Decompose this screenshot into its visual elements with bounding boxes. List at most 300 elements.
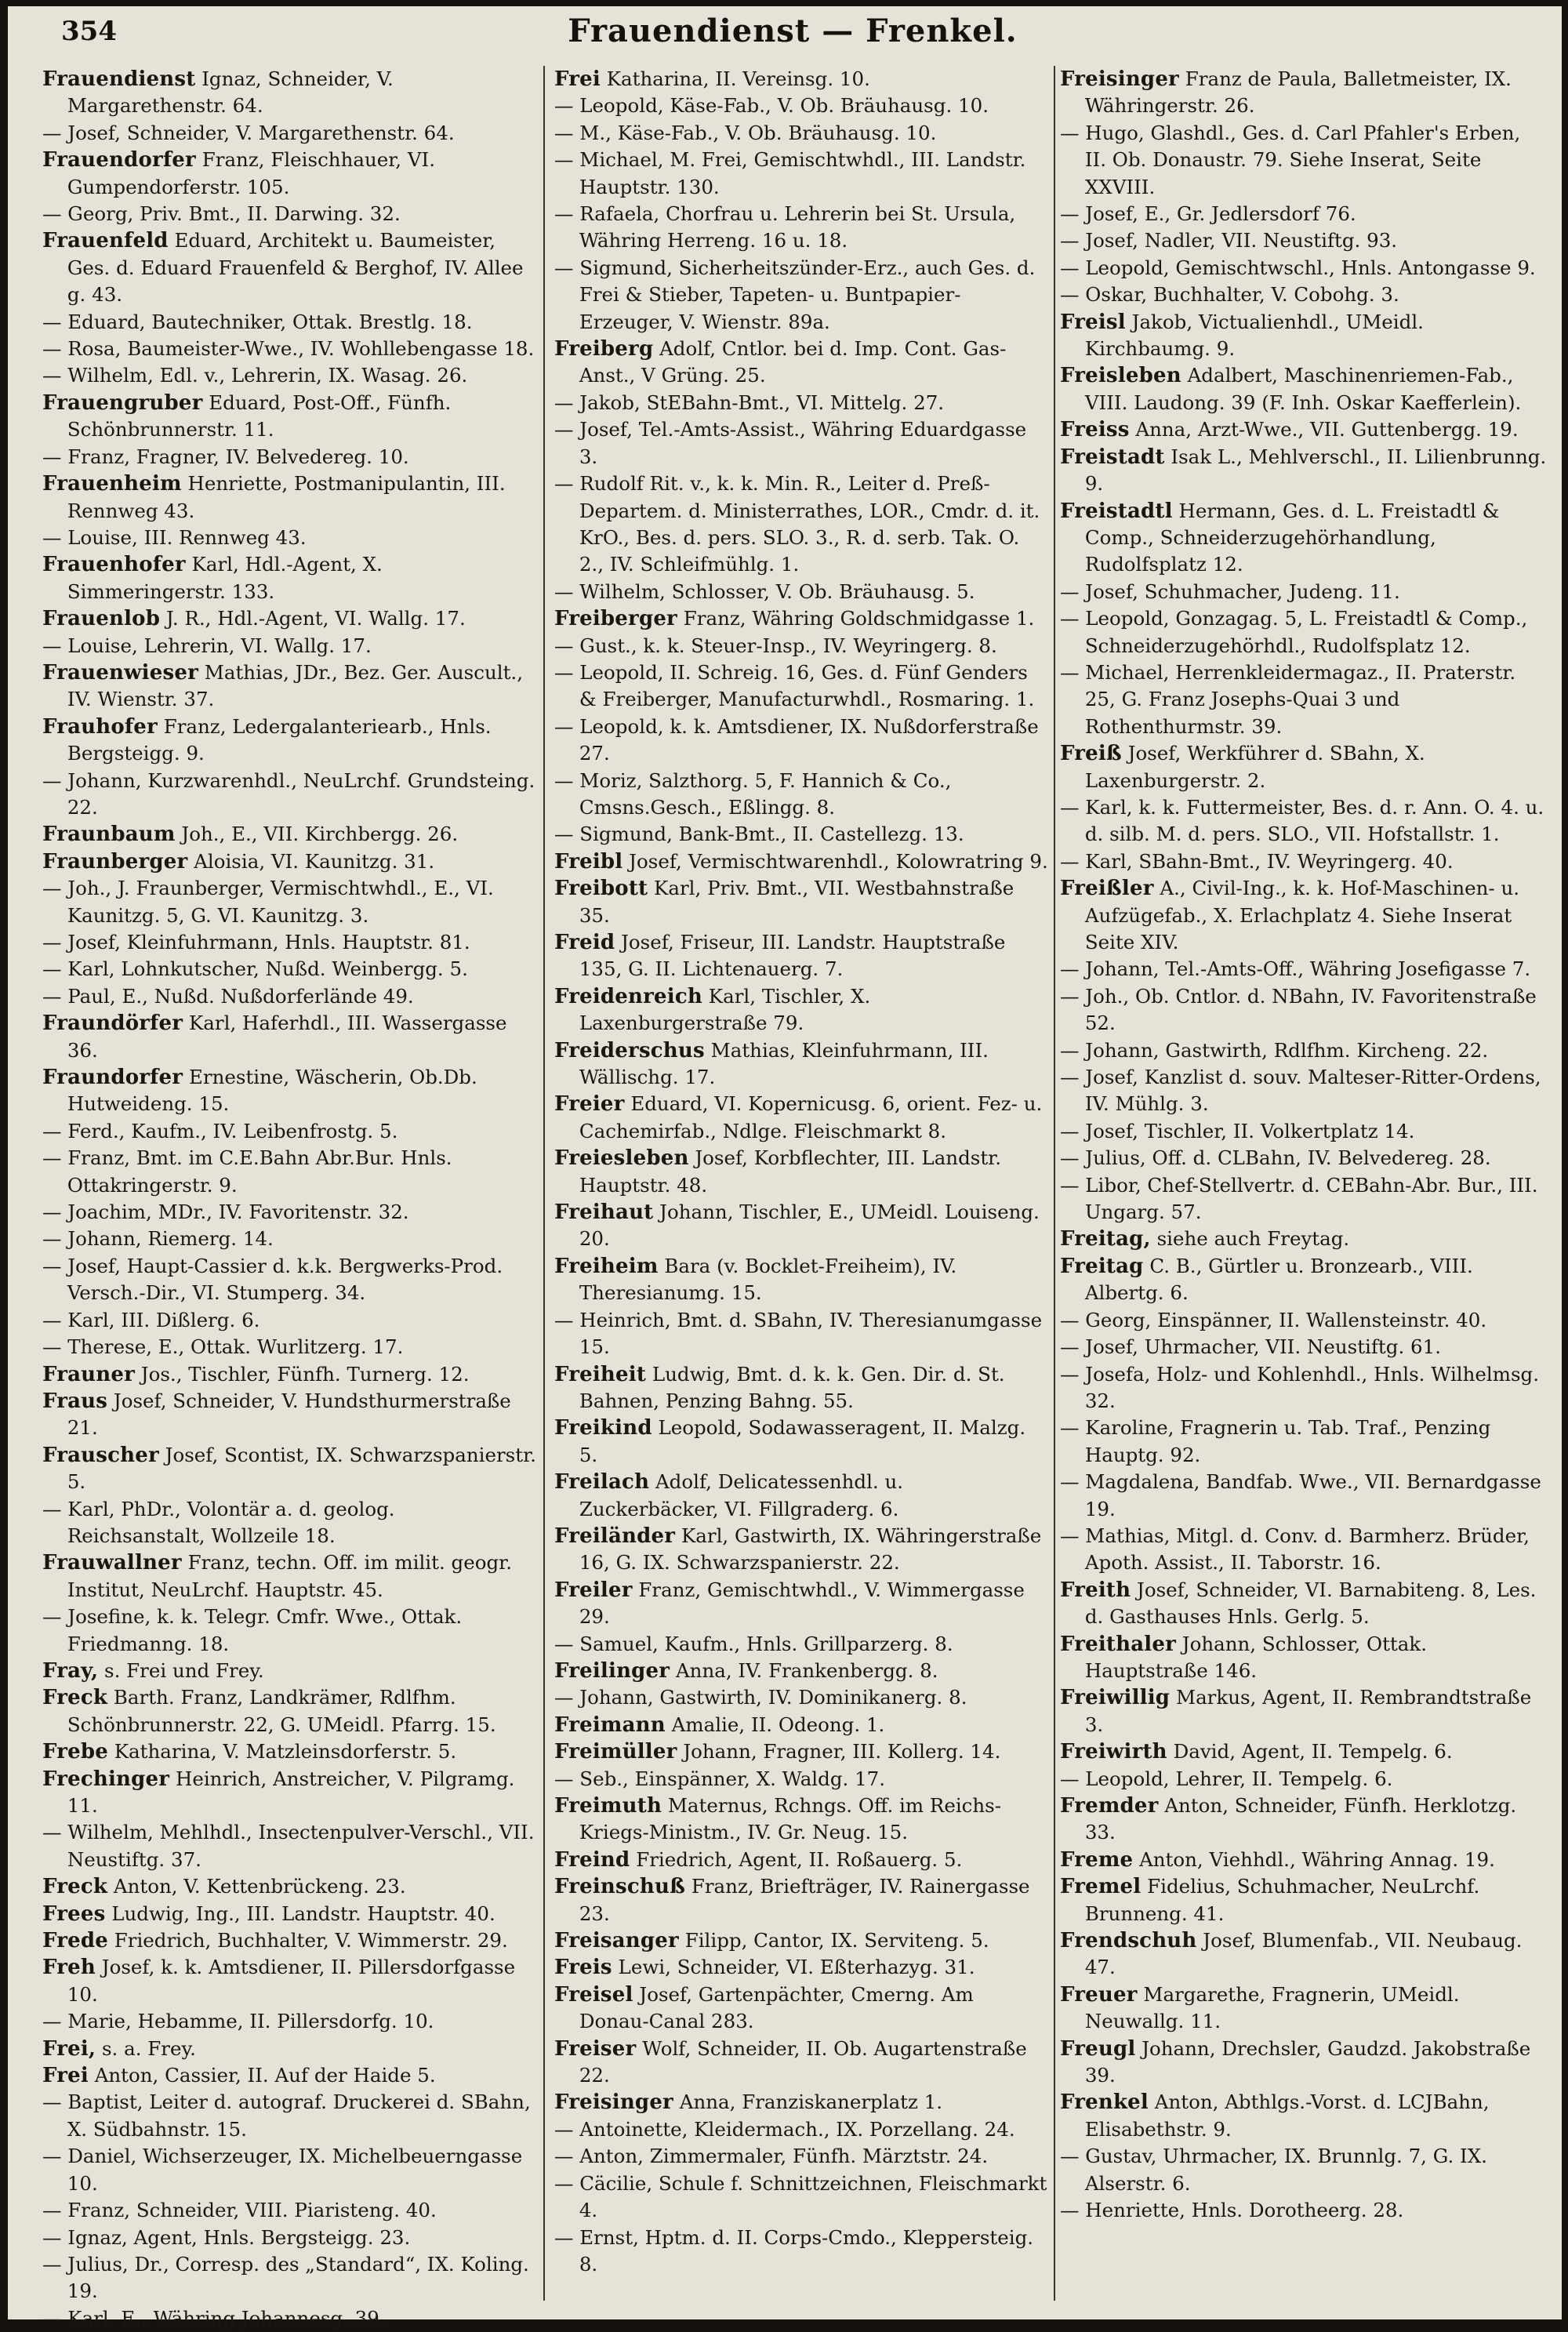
entry-text: — Cäcilie, Schule f. Schnittzeichnen, Fleischmarkt 4. (554, 2171, 1047, 2222)
directory-entry (554, 1037, 1048, 1092)
column-1 (42, 66, 536, 2330)
directory-entry (42, 227, 536, 308)
entry-text: Anna, Arzt-Wwe., VII. Guttenbergg. 19. (1129, 418, 1519, 441)
entry-text: Karl, Hdl.-Agent, X. Simmeringerstr. 133. (67, 553, 383, 603)
directory-entry (42, 633, 536, 659)
entry-surname: Freiss (1060, 418, 1130, 442)
entry-text: — Joachim, MDr., IV. Favoritenstr. 32. (42, 1201, 409, 1224)
directory-entry (1060, 416, 1548, 443)
entry-surname: Freind (554, 1847, 630, 1872)
directory-entry (554, 2089, 1048, 2116)
directory-entry (1060, 1064, 1548, 1118)
page-number: 354 (61, 16, 117, 47)
entry-surname: Freid (554, 931, 615, 954)
entry-surname: Frauenfeld (42, 229, 169, 253)
entry-text: — Leopold, Gonzagag. 5, L. Freistadtl & Comp., Schneiderzugehörhdl., Rudolfsplatz 12. (1060, 607, 1528, 657)
directory-entry (1060, 120, 1548, 201)
directory-entry (1060, 1145, 1548, 1171)
directory-entry (42, 2251, 536, 2305)
entry-surname: Frauenhofer (42, 553, 186, 577)
directory-entry (1060, 740, 1548, 794)
entry-surname: Freme (1060, 1847, 1134, 1872)
entry-surname: Freibott (554, 877, 648, 901)
entry-surname: Freisleben (1060, 364, 1181, 388)
entry-text: — Rafaela, Chorfrau u. Lehrerin bei St. Ursula, Währing Herreng. 16 u. 18. (554, 202, 1016, 252)
directory-entry (1060, 1361, 1548, 1415)
entry-surname: Freisl (1060, 310, 1126, 334)
entry-text: Hermann, Ges. d. L. Freistadtl & Comp., Schneiderzugehörhandlung, Rudolfsplatz 12. (1084, 499, 1500, 576)
entry-text: — Hugo, Glashdl., Ges. d. Carl Pfahler's Erben, II. Ob. Donaustr. 79. Siehe Inserat, Seite XXVIII. (1060, 121, 1521, 198)
entry-surname: Frechinger (42, 1767, 170, 1791)
entry-text: — Henriette, Hnls. Dorotheerg. 28. (1060, 2199, 1404, 2222)
directory-entry (42, 470, 536, 525)
entry-text: Amalie, II. Odeong. 1. (665, 1713, 885, 1736)
entry-surname: Freiß (1060, 742, 1122, 766)
entry-text: Franz, Währing Goldschmidgasse 1. (677, 607, 1035, 630)
directory-entry (42, 1873, 536, 1900)
directory-entry (42, 605, 536, 632)
directory-entry (1060, 2197, 1548, 2224)
directory-entry (1060, 1766, 1548, 1793)
directory-entry (1060, 1118, 1548, 1145)
directory-entry (42, 120, 536, 147)
entry-text: — Karl, III. Dißlerg. 6. (42, 1308, 260, 1331)
directory-entry (42, 1604, 536, 1658)
entry-surname: Fraundorfer (42, 1066, 183, 1090)
directory-entry (42, 2197, 536, 2224)
entry-surname: Frauscher (42, 1443, 159, 1467)
entry-surname: Freh (42, 1956, 96, 1980)
directory-entry (42, 2143, 536, 2197)
entry-surname: Freimann (554, 1713, 666, 1737)
entry-surname: Frebe (42, 1740, 108, 1764)
entry-surname: Freinschuß (554, 1875, 686, 1899)
directory-entry (1060, 875, 1548, 956)
directory-entry (554, 633, 1048, 659)
directory-entry (42, 2062, 536, 2089)
entry-text: — Ernst, Hptm. d. II. Corps-Cmdo., Kleppersteig. 8. (554, 2225, 1034, 2276)
entry-surname: Frauenheim (42, 472, 182, 496)
entry-text: — Paul, E., Nußd. Nußdorferlände 49. (42, 984, 414, 1008)
directory-entry (42, 768, 536, 822)
directory-entry (1060, 1847, 1548, 1873)
entry-surname: Freiheim (554, 1254, 659, 1278)
entry-text: — Leopold, Käse-Fab., V. Ob. Bräuhausg. 10. (554, 94, 989, 118)
entry-text: — Josef, E., Gr. Jedlersdorf 76. (1060, 202, 1356, 226)
directory-entry (554, 1199, 1048, 1253)
entry-surname: Frei (554, 67, 601, 91)
entry-surname: Freisinger (1060, 67, 1179, 91)
entry-text: Josef, k. k. Amtsdiener, II. Pillersdorfgasse 10. (67, 1956, 516, 2006)
directory-entry (42, 1334, 536, 1360)
entry-text: Fidelius, Schuhmacher, NeuLrchf. Brunneng. 41. (1084, 1875, 1480, 1925)
entry-text: — Therese, E., Ottak. Wurlitzerg. 17. (42, 1335, 404, 1359)
entry-text: Franz de Paula, Balletmeister, IX. Währingerstr. 26. (1084, 67, 1512, 118)
entry-surname: Freisel (554, 1982, 633, 2007)
directory-entry (1060, 1334, 1548, 1360)
entry-surname: Freiberg (554, 337, 654, 361)
directory-entry (42, 1954, 536, 2008)
directory-entry (1060, 2143, 1548, 2197)
entry-text: Anton, Schneider, Fünfh. Herklotzg. 33. (1084, 1794, 1517, 1844)
entry-surname: Freistadtl (1060, 499, 1173, 523)
entry-text: — Johann, Kurzwarenhdl., NeuLrchf. Grundsteing. 22. (42, 768, 535, 819)
entry-text: — Joh., Ob. Cntlor. d. NBahn, IV. Favoritenstraße 52. (1060, 984, 1537, 1035)
directory-entry (554, 1873, 1048, 1927)
directory-entry (554, 1847, 1048, 1873)
directory-entry (42, 309, 536, 336)
entry-surname: Freith (1060, 1578, 1131, 1602)
directory-entry (554, 929, 1048, 983)
directory-entry (554, 1981, 1048, 2036)
entry-text: — Josefa, Holz- und Kohlenhdl., Hnls. Wilhelmsg. 32. (1060, 1362, 1540, 1412)
entry-text: — Antoinette, Kleidermach., IX. Porzellang. 24. (554, 2117, 1015, 2141)
directory-entry (554, 1738, 1048, 1765)
entry-text: — Franz, Fragner, IV. Belvedereg. 10. (42, 445, 409, 468)
entry-text: Josef, Scontist, IX. Schwarzspanierstr. 5. (67, 1443, 536, 1494)
entry-text: — Josef, Kleinfuhrmann, Hnls. Hauptstr. 81. (42, 931, 470, 954)
directory-entry (42, 66, 536, 120)
entry-surname: Freuer (1060, 1982, 1138, 2007)
directory-entry (42, 956, 536, 983)
entry-surname: Freiser (554, 2036, 637, 2061)
entry-text: — Sigmund, Bank-Bmt., II. Castellezg. 13. (554, 823, 964, 846)
entry-text: — Johann, Gastwirth, Rdlfhm. Kircheng. 22. (1060, 1038, 1489, 1062)
entry-text: Heinrich, Anstreicher, V. Pilgramg. 11. (67, 1767, 515, 1817)
entry-text: — M., Käse-Fab., V. Ob. Bräuhausg. 10. (554, 121, 937, 144)
directory-entry (554, 1793, 1048, 1847)
entry-text: — Jakob, StEBahn-Bmt., VI. Mittelg. 27. (554, 390, 945, 414)
directory-entry (1060, 1793, 1548, 1847)
entry-text: — Gustav, Uhrmacher, IX. Brunnlg. 7, G. IX. Alserstr. 6. (1060, 2145, 1487, 2195)
directory-entry (554, 2143, 1048, 2170)
entry-text: — Josef, Kanzlist d. souv. Malteser-Ritter-Ordens, IV. Mühlg. 3. (1060, 1066, 1541, 1116)
entry-text: Franz, Briefträger, IV. Rainergasse 23. (579, 1875, 1030, 1925)
directory-entry (1060, 579, 1548, 605)
entry-text: Josef, Schneider, V. Hundsthurmerstraße 21. (67, 1389, 511, 1440)
entry-text: Eduard, Post-Off., Fünfh. Schönbrunnerstr. 11. (67, 390, 452, 441)
entry-text: Johann, Fragner, III. Kollerg. 14. (677, 1740, 1001, 1764)
entry-text: — Heinrich, Bmt. d. SBahn, IV. Theresianumgasse 15. (554, 1308, 1043, 1359)
directory-entry (42, 929, 536, 956)
entry-text: — Magdalena, Bandfab. Wwe., VII. Bernardgasse 19. (1060, 1470, 1541, 1520)
directory-entry (42, 1118, 536, 1145)
directory-entry (1060, 1577, 1548, 1631)
directory-entry (42, 875, 536, 929)
directory-entry (42, 551, 536, 605)
directory-page (8, 6, 1562, 2330)
directory-entry (1060, 227, 1548, 254)
directory-entry (42, 1064, 536, 1118)
entry-text: C. B., Gürtler u. Bronzearb., VIII. Albertg. 6. (1084, 1254, 1473, 1305)
directory-entry (1060, 444, 1548, 498)
entry-text: Anton, Viehhdl., Währing Annag. 19. (1133, 1847, 1495, 1871)
directory-entry (554, 2170, 1048, 2225)
directory-entry (554, 255, 1048, 336)
directory-entry (42, 2089, 536, 2143)
entry-text: Katharina, V. Matzleinsdorferstr. 5. (107, 1740, 457, 1764)
entry-text: Adolf, Cntlor. bei d. Imp. Cont. Gas-Anst., V Grüng. 25. (579, 337, 1007, 387)
entry-text: siehe auch Freytag. (1150, 1227, 1350, 1251)
entry-text: Lewi, Schneider, VI. Eßterhazyg. 31. (612, 1956, 975, 1979)
entry-text: — Julius, Dr., Corresp. des „Standard“, IX. Koling. 19. (42, 2252, 529, 2303)
directory-entry (554, 1307, 1048, 1361)
directory-entry (42, 848, 536, 875)
directory-entry (1060, 1469, 1548, 1523)
directory-entry (1060, 956, 1548, 983)
directory-entry (1060, 201, 1548, 227)
directory-entry (42, 1199, 536, 1226)
entry-text: — Louise, III. Rennweg 43. (42, 525, 307, 549)
entry-text: Maternus, Rchngs. Off. im Reichs-Kriegs-Ministm., IV. Gr. Neug. 15. (579, 1794, 1002, 1844)
entry-text: — Mathias, Mitgl. d. Conv. d. Barmherz. Brüder, Apoth. Assist., II. Taborstr. 16. (1060, 1524, 1530, 1575)
entry-text: — Julius, Off. d. CLBahn, IV. Belvedereg. 28. (1060, 1146, 1491, 1170)
entry-text: — Anton, Zimmermaler, Fünfh. Märztstr. 24. (554, 2145, 989, 2168)
directory-entry (42, 714, 536, 768)
entry-text: — Baptist, Leiter d. autograf. Druckerei d. SBahn, X. Südbahnstr. 15. (42, 2090, 531, 2141)
directory-entry (554, 1361, 1048, 1415)
directory-entry (42, 1819, 536, 1873)
entry-surname: Fraundörfer (42, 1012, 183, 1036)
entry-text: Josef, Werkführer d. SBahn, X. Laxenburgerstr. 2. (1084, 742, 1425, 792)
directory-entry (42, 1145, 536, 1199)
entry-text: — Wilhelm, Edl. v., Lehrerin, IX. Wasag. 26. (42, 364, 468, 387)
entry-text: — Leopold, Gemischtwschl., Hnls. Antongasse 9. (1060, 256, 1536, 279)
directory-entry (42, 821, 536, 848)
directory-entry (42, 444, 536, 470)
entry-surname: Freiländer (554, 1524, 676, 1548)
entry-surname: Frauenlob (42, 607, 161, 631)
directory-entry (554, 147, 1048, 201)
directory-entry (1060, 1631, 1548, 1685)
page-header (39, 9, 1546, 60)
entry-surname: Frauner (42, 1362, 135, 1386)
entry-surname: Freiler (554, 1578, 633, 1602)
directory-entry (1060, 605, 1548, 659)
entry-text: — Ferd., Kaufm., IV. Leibenfrostg. 5. (42, 1119, 398, 1142)
entry-surname: Frauengruber (42, 390, 203, 415)
entry-text: Filipp, Cantor, IX. Serviteng. 5. (678, 1929, 989, 1952)
directory-entry (1060, 1037, 1548, 1064)
entry-surname: Frauendorfer (42, 148, 196, 173)
directory-entry (42, 362, 536, 389)
entry-surname: Freimuth (554, 1794, 662, 1818)
entry-surname: Fremel (1060, 1875, 1142, 1899)
entry-text: Josef, Vermischtwarenhdl., Kolowratring 9. (622, 849, 1048, 873)
directory-entry (554, 1766, 1048, 1793)
entry-surname: Freilinger (554, 1658, 670, 1683)
entry-text: — Ignaz, Agent, Hnls. Bergsteigg. 23. (42, 2225, 411, 2249)
entry-surname: Fray, (42, 1658, 99, 1683)
directory-entry (42, 1684, 536, 1738)
directory-entry (42, 1766, 536, 1820)
entry-text: — Daniel, Wichserzeuger, IX. Michelbeuerngasse 10. (42, 2145, 523, 2195)
entry-surname: Freck (42, 1875, 108, 1899)
directory-entry (42, 1496, 536, 1550)
directory-entry (42, 2225, 536, 2251)
directory-entry (42, 1361, 536, 1388)
entry-text: Johann, Drechsler, Gaudzd. Jakobstraße 39. (1084, 2036, 1531, 2087)
entry-text: — Josef, Schneider, V. Margarethenstr. 64. (42, 121, 455, 144)
directory-entry (1060, 1873, 1548, 1927)
entry-text: Josef, Gartenpächter, Cmerng. Am Donau-Canal 283. (579, 1982, 974, 2033)
entry-text: Mathias, Kleinfuhrmann, III. Wällischg. 17. (579, 1038, 989, 1089)
directory-entry (1060, 659, 1548, 740)
entry-text: Johann, Tischler, E., UMeidl. Louiseng. 20. (579, 1201, 1040, 1251)
entry-text: — Marie, Hebamme, II. Pillersdorfg. 10. (42, 2010, 434, 2033)
entry-text: — Karl, Lohnkutscher, Nußd. Weinbergg. 5. (42, 957, 468, 981)
entry-text: Joh., E., VII. Kirchbergg. 26. (175, 823, 459, 846)
entry-surname: Freitag, (1060, 1227, 1151, 1251)
entry-text: — Rosa, Baumeister-Wwe., IV. Wohllebengasse 18. (42, 337, 535, 361)
entry-text: Margarethe, Fragnerin, UMeidl. Neuwallg. 11. (1084, 1982, 1460, 2033)
entry-text: Karl, Haferhdl., III. Wassergasse 36. (67, 1012, 507, 1062)
entry-text: Jakob, Victualienhdl., UMeidl. Kirchbaumg. 9. (1084, 310, 1424, 361)
directory-entry (554, 1091, 1048, 1145)
entry-surname: Frauhofer (42, 714, 158, 739)
directory-entry (1060, 1981, 1548, 2036)
entry-text: — Rudolf Rit. v., k. k. Min. R., Leiter d. Preß-Departem. d. Ministerrathes, LOR., Cmdr. d. it. KrO., Bes. d. pers. SLO. 3., R. d. serb. Tak. O. 2., IV. Schleifmühlg. 1. (554, 472, 1040, 576)
entry-text: Eduard, Architekt u. Baumeister, Ges. d. Eduard Frauenfeld & Berghof, IV. Allee g. 43. (67, 229, 524, 307)
entry-text: — Karl, k. k. Futtermeister, Bes. d. r. Ann. O. 4. u. d. silb. M. d. pers. SLO., VII. Hofstallstr. 1. (1060, 795, 1544, 846)
entry-text: — Libor, Chef-Stellvertr. d. CEBahn-Abr. Bur., III. Ungarg. 57. (1060, 1173, 1538, 1224)
directory-entry (42, 659, 536, 714)
directory-entry (42, 1226, 536, 1252)
entry-text: Franz, techn. Off. im milit. geogr. Institut, NeuLrchf. Hauptstr. 45. (67, 1551, 512, 1601)
directory-entry (554, 1577, 1048, 1631)
entry-text: Karl, Tischler, X. Laxenburgerstraße 79. (579, 984, 871, 1035)
directory-entry (554, 605, 1048, 632)
entry-text: — Johann, Gastwirth, IV. Dominikanerg. 8. (554, 1686, 967, 1709)
entry-surname: Freißler (1060, 877, 1154, 901)
directory-entry (554, 1684, 1048, 1711)
directory-entry (42, 1253, 536, 1307)
directory-entry (554, 714, 1048, 768)
entry-surname: Freiheit (554, 1362, 647, 1386)
entry-text: Anna, Franziskanerplatz 1. (673, 2090, 943, 2114)
directory-entry (1060, 498, 1548, 579)
column-divider (1054, 66, 1055, 2301)
entry-surname: Fraunberger (42, 849, 188, 874)
directory-entry (1060, 1307, 1548, 1334)
directory-entry (554, 579, 1048, 605)
entry-text: — Louise, Lehrerin, VI. Wallg. 17. (42, 634, 372, 657)
directory-entry (554, 390, 1048, 416)
entry-surname: Freiesleben (554, 1146, 689, 1171)
entry-surname: Freidenreich (554, 984, 702, 1008)
entry-text: Barth. Franz, Landkrämer, Rdlfhm. Schönbrunnerstr. 22, G. UMeidl. Pfarrg. 15. (67, 1686, 496, 1736)
entry-text: — Oskar, Buchhalter, V. Cobohg. 3. (1060, 283, 1399, 307)
directory-entry (554, 2225, 1048, 2279)
entry-text: Karl, Gastwirth, IX. Währingerstraße 16, G. IX. Schwarzspanierstr. 22. (579, 1524, 1042, 1575)
entry-text: — Josef, Tel.-Amts-Assist., Währing Eduardgasse 3. (554, 418, 1027, 468)
directory-entry (1060, 2089, 1548, 2143)
entry-text: J. R., Hdl.-Agent, VI. Wallg. 17. (160, 607, 466, 630)
entry-text: Katharina, II. Vereinsg. 10. (600, 67, 870, 90)
entry-text: — Leopold, Lehrer, II. Tempelg. 6. (1060, 1767, 1393, 1790)
entry-text: Johann, Schlosser, Ottak. Hauptstraße 146. (1084, 1632, 1428, 1682)
entry-text: — Wilhelm, Mehlhdl., Insectenpulver-Verschl., VII. Neustiftg. 37. (42, 1821, 535, 1871)
entry-text: Josef, Friseur, III. Landstr. Hauptstraße 135, G. II. Lichtenauerg. 7. (579, 931, 1006, 981)
directory-entry (1060, 983, 1548, 1037)
entry-text: Franz, Fleischhauer, VI. Gumpendorferstr. 105. (67, 148, 435, 198)
entry-surname: Frenkel (1060, 2090, 1149, 2115)
directory-entry (42, 336, 536, 362)
entry-text: Aloisia, VI. Kaunitzg. 31. (187, 849, 435, 873)
entry-text: — Josef, Nadler, VII. Neustiftg. 93. (1060, 229, 1398, 252)
directory-entry (1060, 2036, 1548, 2090)
entry-text: Anton, Cassier, II. Auf der Haide 5. (88, 2064, 436, 2087)
entry-surname: Freimüller (554, 1740, 677, 1764)
entry-text: A., Civil-Ing., k. k. Hof-Maschinen- u. Aufzügefab., X. Erlachplatz 4. Siehe Inserat Seite XIV. (1084, 877, 1520, 954)
entry-text: Friedrich, Agent, II. Roßauerg. 5. (630, 1847, 963, 1871)
entry-text: — Gust., k. k. Steuer-Insp., IV. Weyringerg. 8. (554, 634, 997, 657)
directory-entry (42, 1307, 536, 1334)
entry-text: — Leopold, k. k. Amtsdiener, IX. Nußdorferstraße 27. (554, 714, 1039, 765)
entry-text: Eduard, VI. Kopernicusg. 6, orient. Fez- u. Cachemirfab., Ndlge. Fleischmarkt 8. (579, 1092, 1043, 1142)
entry-surname: Frauendienst (42, 67, 196, 91)
directory-entry (42, 1901, 536, 1927)
entry-surname: Freisanger (554, 1929, 679, 1953)
entry-text: s. Frei und Frey. (98, 1658, 264, 1682)
entry-text: — Moriz, Salzthorg. 5, F. Hannich & Co., Cmsns.Gesch., Eßlingg. 8. (554, 768, 952, 819)
directory-entry (554, 875, 1048, 929)
directory-entry (42, 1549, 536, 1604)
directory-entry (554, 1415, 1048, 1469)
entry-surname: Freiwillig (1060, 1686, 1171, 1710)
directory-entry (42, 1658, 536, 1684)
entry-surname: Frees (42, 1902, 106, 1926)
entry-text: — Josefine, k. k. Telegr. Cmfr. Wwe., Ottak. Friedmanng. 18. (42, 1605, 463, 1655)
entry-text: Franz, Ledergalanteriearb., Hnls. Bergsteigg. 9. (67, 714, 492, 765)
entry-text: Franz, Gemischtwhdl., V. Wimmergasse 29. (579, 1578, 1025, 1629)
directory-entry (554, 1523, 1048, 1577)
entry-surname: Fraunbaum (42, 823, 176, 847)
column-divider (543, 66, 545, 2301)
entry-surname: Frei, (42, 2036, 96, 2061)
entry-surname: Freiberger (554, 607, 677, 631)
entry-surname: Freugl (1060, 2036, 1136, 2061)
entry-text: — Joh., J. Fraunberger, Vermischtwhdl., E., VI. Kaunitzg. 5, G. VI. Kaunitzg. 3. (42, 877, 494, 927)
directory-entry (1060, 794, 1548, 848)
directory-entry (1060, 362, 1548, 416)
directory-entry (1060, 282, 1548, 308)
directory-entry (554, 201, 1048, 255)
directory-entry (1060, 1927, 1548, 1981)
entry-text: s. a. Frey. (96, 2036, 196, 2060)
entry-text: Josef, Blumenfab., VII. Neubaug. 47. (1084, 1929, 1523, 1979)
entry-surname: Freibl (554, 849, 623, 874)
directory-entry (554, 2036, 1048, 2090)
directory-entry (42, 147, 536, 201)
entry-text: Markus, Agent, II. Rembrandtstraße 3. (1084, 1686, 1532, 1736)
directory-entry (1060, 1226, 1548, 1252)
directory-entry (42, 2036, 536, 2062)
entry-surname: Fremder (1060, 1794, 1159, 1818)
directory-entry (554, 2116, 1048, 2143)
entry-text: — Karoline, Fragnerin u. Tab. Traf., Penzing Hauptg. 92. (1060, 1416, 1491, 1466)
directory-entry (1060, 848, 1548, 875)
directory-entry (554, 1954, 1048, 1981)
directory-entry (1060, 1684, 1548, 1738)
entry-text: Bara (v. Bocklet-Freiheim), IV. Theresianumg. 15. (579, 1254, 957, 1305)
directory-entry (42, 1927, 536, 1954)
entry-text: Friedrich, Buchhalter, V. Wimmerstr. 29. (107, 1929, 508, 1952)
directory-entry (554, 1712, 1048, 1738)
entry-text: Ignaz, Schneider, V. Margarethenstr. 64. (67, 67, 394, 118)
entry-text: Josef, Schneider, VI. Barnabiteng. 8, Les. d. Gasthauses Hnls. Gerlg. 5. (1084, 1578, 1537, 1629)
entry-surname: Freiderschus (554, 1038, 705, 1062)
